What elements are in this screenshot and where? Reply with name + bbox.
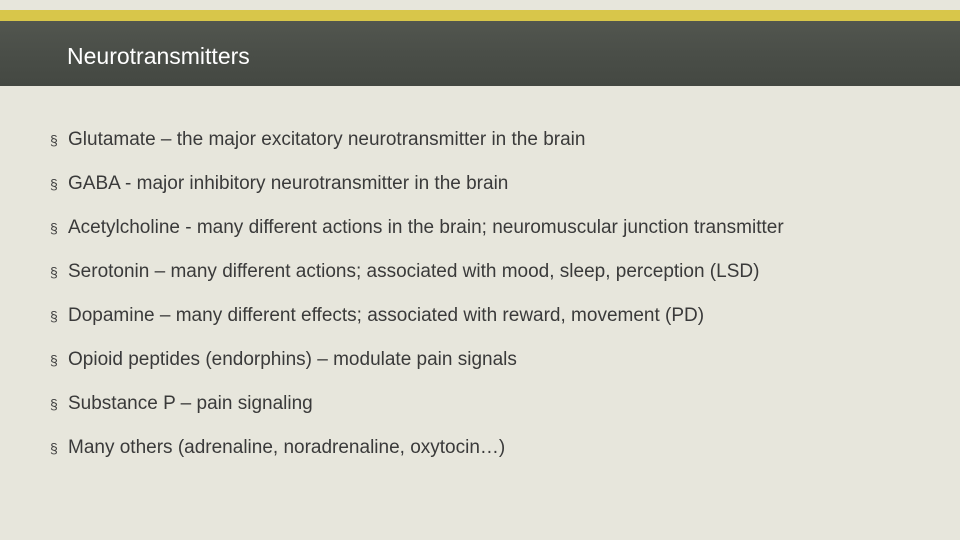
bullet-text: Serotonin – many different actions; associated with mood, sleep, perception (LSD) <box>68 261 760 282</box>
accent-stripe <box>0 10 960 21</box>
bullet-text: Acetylcholine - many different actions in the brain; neuromuscular junction transmitter <box>68 217 784 238</box>
bullet-item <box>50 170 950 214</box>
bullet-icon: § <box>50 176 58 192</box>
bullet-list <box>50 126 950 478</box>
slide-title: Neurotransmitters <box>67 43 250 69</box>
bullet-text: Opioid peptides (endorphins) – modulate pain signals <box>68 349 517 370</box>
bullet-text: GABA - major inhibitory neurotransmitter in the brain <box>68 173 509 194</box>
bullet-icon: § <box>50 396 58 412</box>
bullet-text: Substance P – pain signaling <box>68 393 313 414</box>
bullet-item <box>50 214 950 258</box>
bullet-item <box>50 434 950 478</box>
bullet-icon: § <box>50 308 58 324</box>
bullet-item <box>50 126 950 170</box>
bullet-item <box>50 302 950 346</box>
bullet-text: Many others (adrenaline, noradrenaline, oxytocin…) <box>68 437 506 458</box>
bullet-icon: § <box>50 440 58 456</box>
bullet-item <box>50 258 950 302</box>
bullet-item <box>50 346 950 390</box>
bullet-item <box>50 390 950 434</box>
bullet-icon: § <box>50 264 58 280</box>
bullet-text: Glutamate – the major excitatory neurotransmitter in the brain <box>68 129 586 150</box>
bullet-text: Dopamine – many different effects; associated with reward, movement (PD) <box>68 305 705 326</box>
bullet-icon: § <box>50 352 58 368</box>
bullet-icon: § <box>50 132 58 148</box>
bullet-icon: § <box>50 220 58 236</box>
